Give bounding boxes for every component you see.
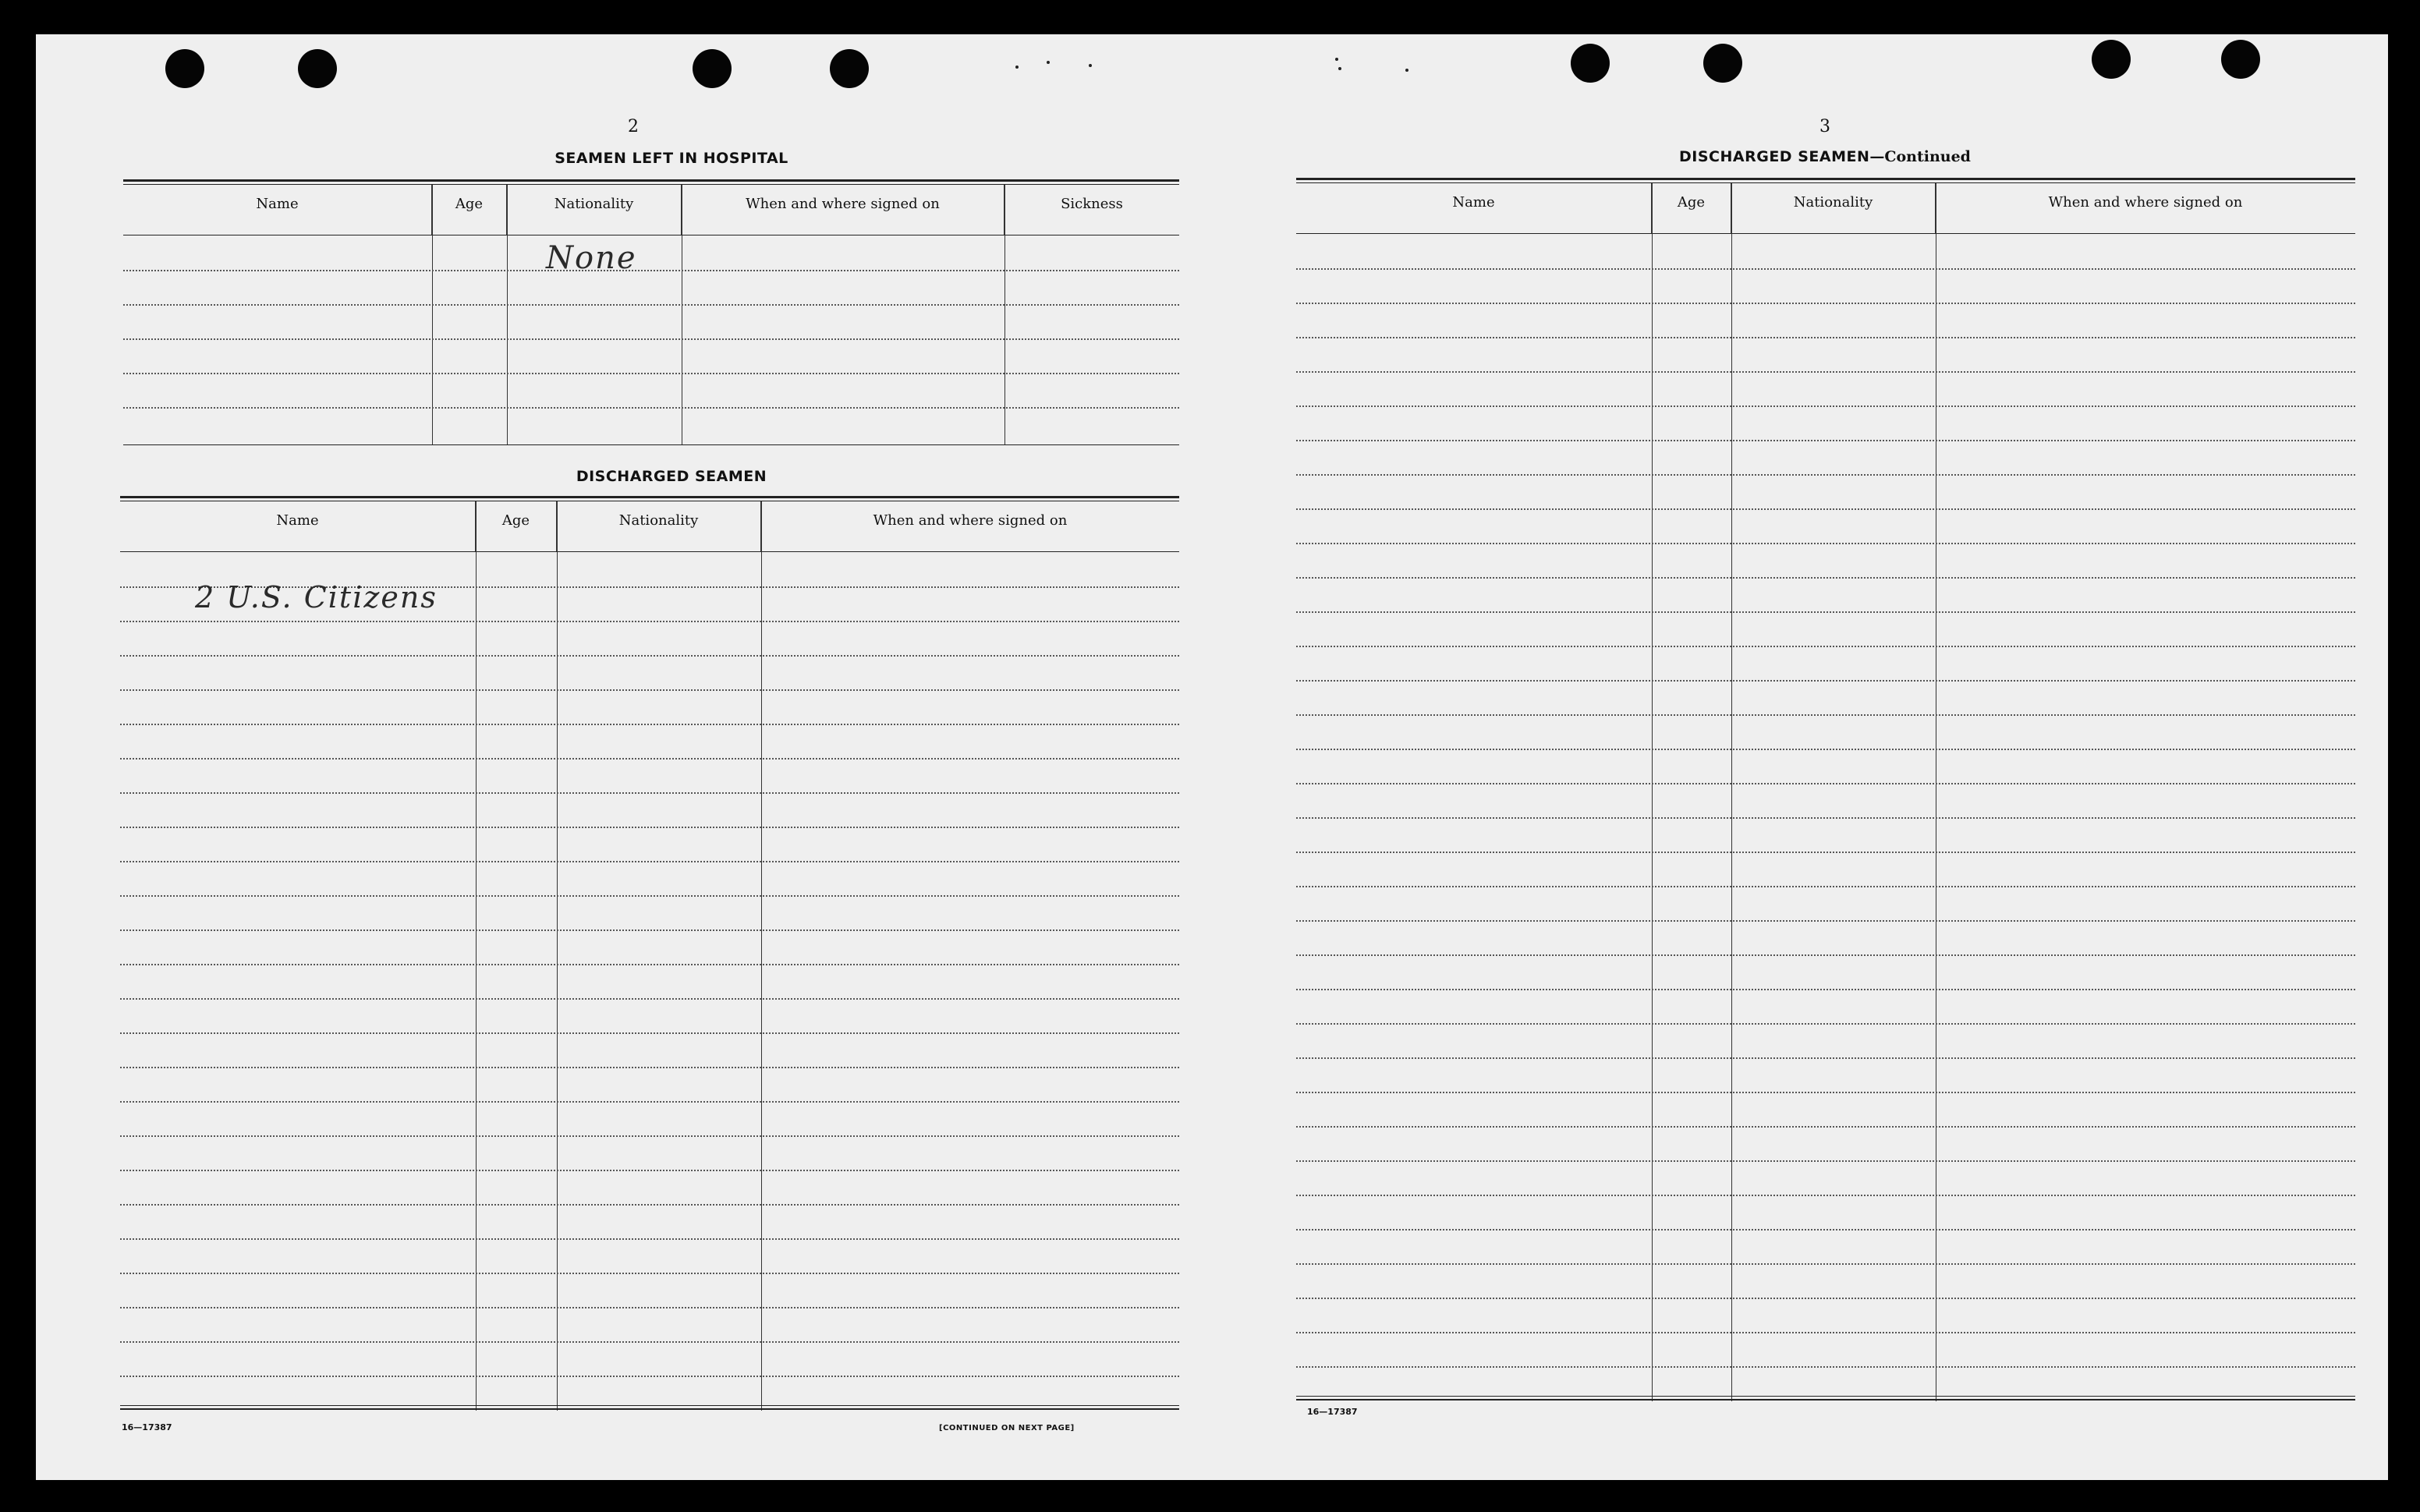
page-number: 3: [1819, 117, 1830, 136]
ink-speck: [1405, 69, 1408, 72]
punch-hole: [830, 49, 869, 88]
document-sheet: [36, 34, 2388, 1480]
entry-line: [120, 861, 1179, 862]
entry-line: [1296, 817, 2355, 819]
entry-line: [1296, 783, 2355, 784]
entry-line: [120, 895, 1179, 897]
entry-line: [123, 338, 1179, 340]
column-header-signed-on: When and where signed on: [873, 512, 1068, 529]
entry-line: [120, 1101, 1179, 1103]
entry-line: [1296, 714, 2355, 716]
entry-line: [1296, 577, 2355, 579]
right-section-title-suffix: —Continued: [1869, 148, 1971, 165]
column-header-name: Name: [120, 501, 476, 551]
entry-line: [1296, 611, 2355, 613]
entry-line: [1296, 405, 2355, 407]
entry-line: [1296, 1023, 2355, 1025]
column-header-age: Age: [1652, 183, 1731, 233]
entry-line: [1296, 749, 2355, 750]
column-divider: [476, 501, 477, 1411]
entry-line: [1296, 1195, 2355, 1196]
entry-line: [123, 407, 1179, 409]
entry-line: [1296, 337, 2355, 338]
column-header-name: Name: [123, 185, 432, 235]
entry-line: [1296, 1160, 2355, 1162]
entry-line: [1296, 1366, 2355, 1368]
ink-speck: [1015, 66, 1019, 69]
entry-line: [1296, 268, 2355, 270]
entry-line: [120, 1238, 1179, 1240]
entry-line: [1296, 886, 2355, 887]
entry-line: [1296, 1092, 2355, 1093]
column-divider: [1004, 185, 1005, 444]
table-bottom-rule: [123, 444, 1179, 445]
entry-line: [123, 304, 1179, 306]
entry-line: [120, 655, 1179, 657]
header-rule: [1296, 233, 2355, 234]
table-header: [120, 501, 1179, 551]
entry-line: [120, 827, 1179, 828]
column-header-age: Age: [476, 501, 557, 551]
entry-line: [120, 1032, 1179, 1034]
entry-line: [120, 1341, 1179, 1343]
column-header-sickness: Sickness: [1061, 196, 1123, 212]
entry-line: [1296, 474, 2355, 476]
table-top-rule: [1296, 178, 2355, 183]
entry-line: [120, 724, 1179, 725]
entry-line: [1296, 303, 2355, 304]
punch-hole: [2221, 40, 2260, 79]
discharged-section-title: DISCHARGED SEAMEN: [576, 468, 767, 485]
entry-line: [1296, 508, 2355, 510]
entry-line: [1296, 440, 2355, 441]
header-rule: [120, 551, 1179, 552]
ink-speck: [1047, 61, 1050, 64]
punch-hole: [165, 49, 204, 88]
continued-note: [CONTINUED ON NEXT PAGE]: [939, 1424, 1075, 1432]
column-divider: [557, 501, 558, 1411]
entry-line: [1296, 920, 2355, 922]
entry-line: [1296, 371, 2355, 373]
entry-line: [123, 373, 1179, 374]
entry-line: [1296, 680, 2355, 682]
entry-line: [120, 1376, 1179, 1377]
ink-speck: [1089, 64, 1092, 67]
entry-line: [120, 1307, 1179, 1308]
entry-line: [120, 621, 1179, 622]
form-code: 16—17387: [1307, 1407, 1358, 1417]
entry-line: [1296, 1229, 2355, 1230]
entry-line: [1296, 1332, 2355, 1333]
column-header-nationality: Nationality: [1731, 183, 1936, 233]
entry-line: [1296, 1298, 2355, 1299]
form-code: 16—17387: [122, 1422, 172, 1432]
column-header-age: Age: [432, 185, 507, 235]
ink-speck: [1338, 67, 1341, 70]
column-header-name: Name: [1296, 183, 1652, 233]
entry-line: [1296, 1057, 2355, 1059]
entry-line: [120, 964, 1179, 965]
entry-line: [123, 270, 1179, 271]
table-header: [1296, 183, 2355, 233]
column-divider: [507, 185, 508, 444]
handwritten-entry: 2 U.S. Citizens: [195, 580, 438, 614]
discharged-table: [120, 496, 1179, 1416]
punch-hole: [1703, 44, 1742, 83]
column-divider: [432, 185, 433, 444]
right-section-title: [1552, 148, 2098, 165]
entry-line: [120, 1135, 1179, 1137]
column-header-nationality: Nationality: [557, 501, 761, 551]
page-number: 2: [628, 117, 639, 136]
entry-line: [1296, 852, 2355, 853]
column-header-nationality: Nationality: [507, 185, 682, 235]
punch-hole: [2092, 40, 2131, 79]
column-divider: [1652, 183, 1653, 1401]
column-divider: [1731, 183, 1732, 1401]
discharged-continued-table: [1296, 178, 2355, 1407]
entry-line: [1296, 1126, 2355, 1128]
column-divider: [761, 501, 762, 1411]
entry-line: [120, 792, 1179, 794]
ink-speck: [1335, 58, 1338, 61]
table-top-rule: [120, 496, 1179, 501]
entry-line: [1296, 646, 2355, 647]
column-header-signed-on: When and where signed on: [2048, 194, 2243, 211]
entry-line: [120, 930, 1179, 931]
entry-line: [120, 1067, 1179, 1068]
entry-line: [120, 998, 1179, 1000]
entry-line: [1296, 989, 2355, 990]
entry-line: [120, 1204, 1179, 1206]
punch-hole: [298, 49, 337, 88]
table-bottom-rule: [120, 1405, 1179, 1410]
entry-line: [120, 1273, 1179, 1274]
table-header: [123, 185, 1179, 235]
entry-line: [120, 689, 1179, 691]
table-top-rule: [123, 179, 1179, 185]
entry-line: [1296, 954, 2355, 956]
entry-line: [120, 758, 1179, 760]
punch-hole: [693, 49, 732, 88]
table-bottom-rule: [1296, 1396, 2355, 1400]
right-section-title-main: DISCHARGED SEAMEN: [1679, 148, 1870, 165]
handwritten-entry: None: [546, 240, 637, 276]
punch-hole: [1571, 44, 1610, 83]
hospital-section-title: SEAMEN LEFT IN HOSPITAL: [555, 150, 788, 167]
hospital-table: [123, 179, 1179, 449]
entry-line: [1296, 543, 2355, 544]
entry-line: [1296, 1263, 2355, 1265]
column-header-signed-on: When and where signed on: [682, 185, 1004, 235]
entry-line: [120, 1170, 1179, 1171]
